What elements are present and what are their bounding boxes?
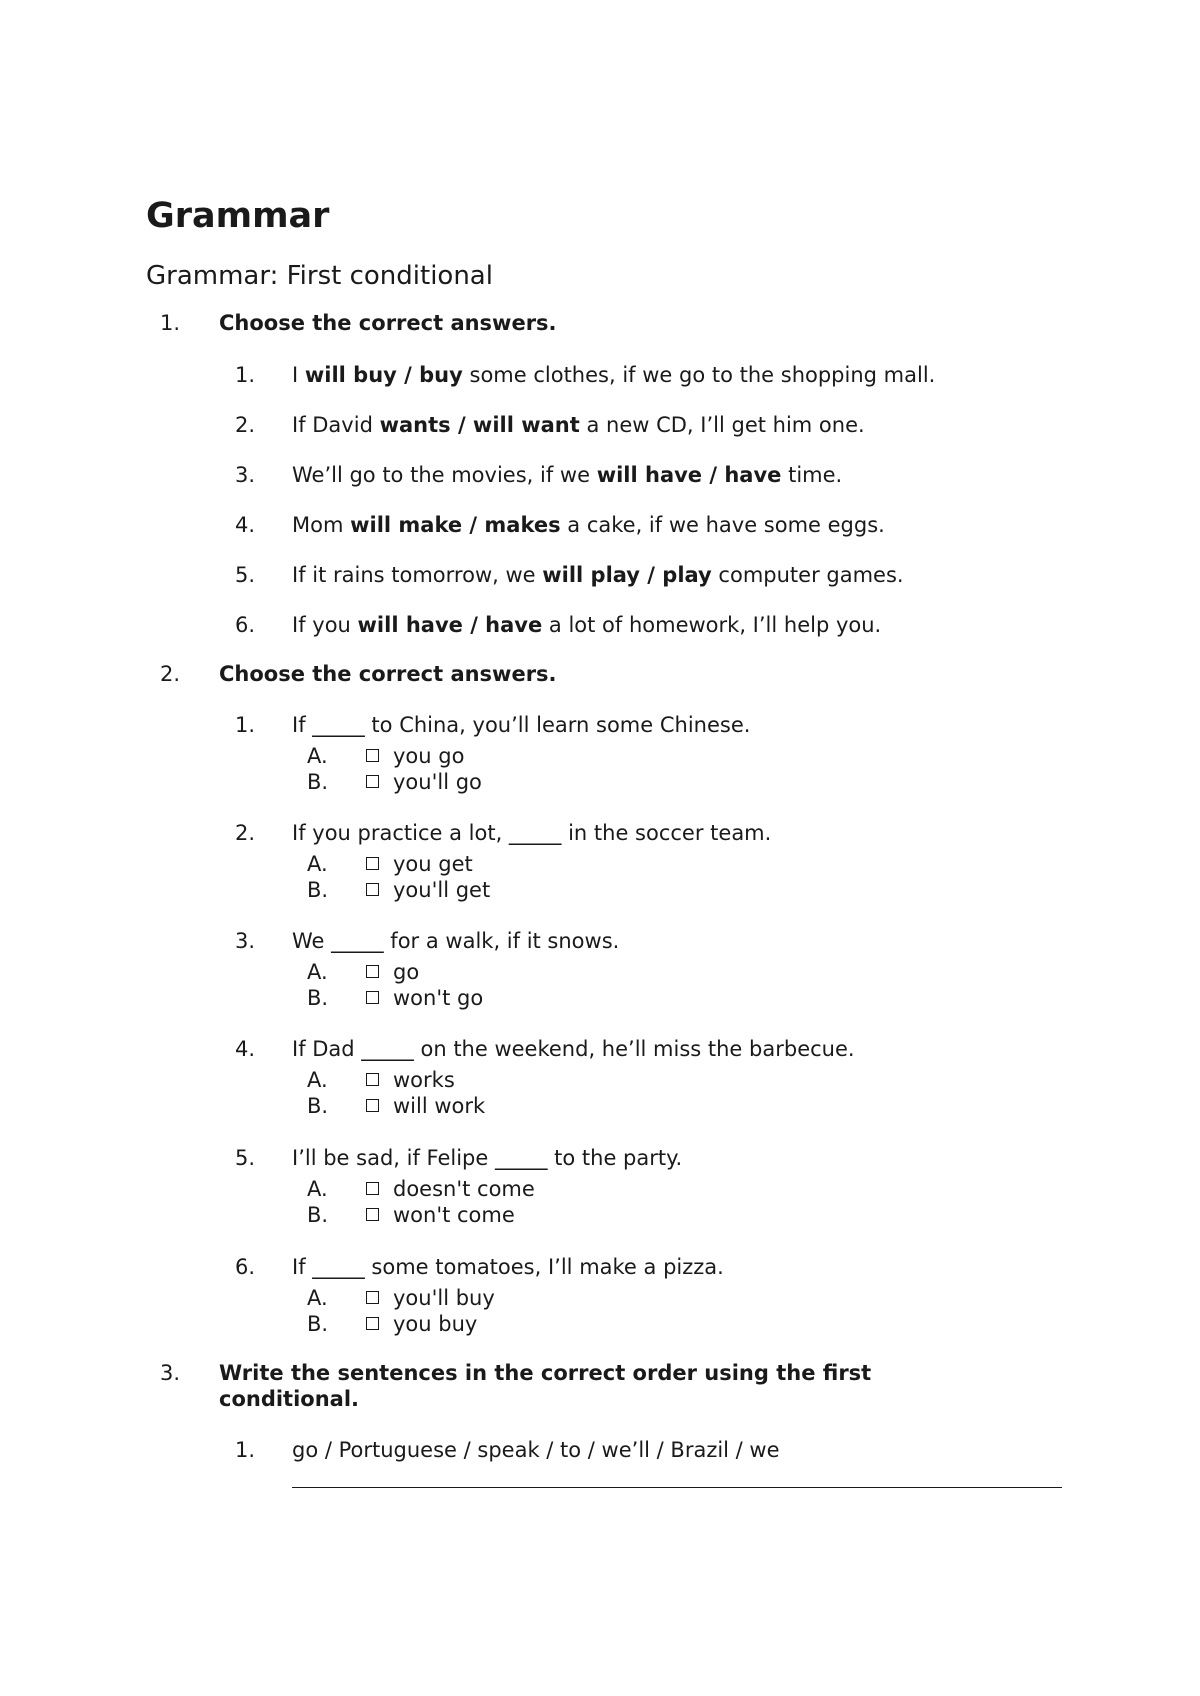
question-text-post: a new CD, I’ll get him one. <box>579 413 865 437</box>
question-item <box>0 820 1200 900</box>
question-number: 3. <box>235 929 256 953</box>
checkbox[interactable] <box>366 965 379 978</box>
question-text: If _____ some tomatoes, I’ll make a pizza. <box>292 1255 724 1279</box>
checkbox[interactable] <box>366 991 379 1004</box>
option-b[interactable] <box>0 1311 1200 1337</box>
question-text <box>292 362 935 388</box>
question-text-pre: If David <box>292 413 380 437</box>
question-item <box>0 412 1200 438</box>
exercise-3-heading <box>0 1360 1200 1412</box>
question-number: 1. <box>235 1438 256 1462</box>
question-number: 2. <box>235 821 256 845</box>
question-item <box>0 562 1200 588</box>
exercise-number: 3. <box>160 1361 181 1385</box>
option-text: works <box>393 1068 455 1092</box>
option-text: won't go <box>393 986 484 1010</box>
question-line <box>0 1254 1200 1280</box>
question-item <box>0 462 1200 488</box>
option-a[interactable] <box>0 1285 1200 1311</box>
question-text-post: a cake, if we have some eggs. <box>560 513 885 537</box>
option-a[interactable] <box>0 959 1200 985</box>
option-letter: B. <box>307 1203 329 1227</box>
question-number: 3. <box>235 463 256 487</box>
checkbox[interactable] <box>366 1099 379 1112</box>
page-title: Grammar <box>146 196 330 236</box>
question-line <box>0 1036 1200 1062</box>
question-line <box>0 928 1200 954</box>
answer-choices[interactable]: will play / play <box>542 563 712 587</box>
checkbox[interactable] <box>366 749 379 762</box>
option-text: you get <box>393 852 473 876</box>
option-letter: A. <box>307 744 328 768</box>
option-text: you'll buy <box>393 1286 495 1310</box>
question-number: 6. <box>235 1255 256 1279</box>
option-b[interactable] <box>0 877 1200 903</box>
checkbox[interactable] <box>366 1317 379 1330</box>
question-number: 5. <box>235 563 256 587</box>
question-number: 4. <box>235 1037 256 1061</box>
checkbox[interactable] <box>366 857 379 870</box>
question-item <box>0 512 1200 538</box>
question-text-pre: If it rains tomorrow, we <box>292 563 543 587</box>
question-text-post: time. <box>781 463 843 487</box>
option-letter: B. <box>307 986 329 1010</box>
option-letter: A. <box>307 1177 328 1201</box>
option-a[interactable] <box>0 1067 1200 1093</box>
question-text-pre: Mom <box>292 513 351 537</box>
question-line <box>0 1145 1200 1171</box>
option-b[interactable] <box>0 1093 1200 1119</box>
option-b[interactable] <box>0 1202 1200 1228</box>
question-number: 6. <box>235 613 256 637</box>
question-item <box>0 1145 1200 1225</box>
exercise-3 <box>0 1360 1200 1510</box>
option-letter: A. <box>307 852 328 876</box>
question-text-post: computer games. <box>711 563 904 587</box>
option-text: you'll go <box>393 770 482 794</box>
exercise-instruction: Write the sentences in the correct order using the first conditional. <box>219 1361 872 1411</box>
answer-choices[interactable]: will make / makes <box>350 513 561 537</box>
question-text-pre: We’ll go to the movies, if we <box>292 463 597 487</box>
question-text: I’ll be sad, if Felipe _____ to the party. <box>292 1146 683 1170</box>
question-text <box>292 462 842 488</box>
question-item <box>0 362 1200 388</box>
option-text: you buy <box>393 1312 478 1336</box>
question-line <box>0 712 1200 738</box>
question-number: 1. <box>235 363 256 387</box>
page-subtitle: Grammar: First conditional <box>146 261 493 291</box>
option-text: won't come <box>393 1203 515 1227</box>
option-b[interactable] <box>0 985 1200 1011</box>
question-item <box>0 928 1200 1008</box>
exercise-instruction: Choose the correct answers. <box>219 662 557 686</box>
option-text: will work <box>393 1094 486 1118</box>
question-line <box>0 820 1200 846</box>
answer-choices[interactable]: wants / will want <box>379 413 580 437</box>
question-item <box>0 1036 1200 1116</box>
exercise-instruction: Choose the correct answers. <box>219 311 557 335</box>
checkbox[interactable] <box>366 883 379 896</box>
checkbox[interactable] <box>366 1208 379 1221</box>
option-letter: B. <box>307 1094 329 1118</box>
question-text <box>292 412 865 438</box>
answer-line[interactable] <box>292 1487 1062 1488</box>
answer-choices[interactable]: will buy / buy <box>304 363 463 387</box>
question-text: go / Portuguese / speak / to / we’ll / Brazil / we <box>292 1438 780 1462</box>
question-number: 4. <box>235 513 256 537</box>
option-letter: A. <box>307 1286 328 1310</box>
question-text <box>292 512 885 538</box>
question-text-post: some clothes, if we go to the shopping mall. <box>462 363 936 387</box>
question-text-post: a lot of homework, I’ll help you. <box>542 613 882 637</box>
question-text <box>292 562 904 588</box>
exercise-number: 2. <box>160 662 181 686</box>
option-letter: B. <box>307 770 329 794</box>
exercise-2 <box>0 661 1200 1341</box>
question-number: 2. <box>235 413 256 437</box>
option-letter: B. <box>307 1312 329 1336</box>
option-letter: B. <box>307 878 329 902</box>
option-a[interactable] <box>0 743 1200 769</box>
exercise-2-heading <box>0 661 1200 687</box>
option-b[interactable] <box>0 769 1200 795</box>
question-item <box>0 1254 1200 1334</box>
option-a[interactable] <box>0 1176 1200 1202</box>
question-number: 1. <box>235 713 256 737</box>
exercise-1-heading <box>0 310 1200 336</box>
question-text: We _____ for a walk, if it snows. <box>292 929 620 953</box>
option-a[interactable] <box>0 851 1200 877</box>
checkbox[interactable] <box>366 1073 379 1086</box>
exercise-1 <box>0 310 1200 637</box>
option-letter: A. <box>307 960 328 984</box>
checkbox[interactable] <box>366 1291 379 1304</box>
question-item <box>0 612 1200 638</box>
question-text <box>292 612 881 638</box>
exercises <box>0 310 1200 1462</box>
question-text: If you practice a lot, _____ in the soccer team. <box>292 821 772 845</box>
question-text-pre: If you <box>292 613 358 637</box>
question-text: If Dad _____ on the weekend, he’ll miss the barbecue. <box>292 1037 855 1061</box>
checkbox[interactable] <box>366 775 379 788</box>
question-number: 5. <box>235 1146 256 1170</box>
option-text: you go <box>393 744 465 768</box>
option-letter: A. <box>307 1068 328 1092</box>
question-item <box>0 712 1200 792</box>
checkbox[interactable] <box>366 1182 379 1195</box>
exercise-number: 1. <box>160 311 181 335</box>
answer-choices[interactable]: will have / have <box>596 463 782 487</box>
option-text: you'll get <box>393 878 491 902</box>
answer-choices[interactable]: will have / have <box>357 613 543 637</box>
question-item <box>0 1437 1200 1463</box>
question-text-pre: I <box>292 363 305 387</box>
question-text: If _____ to China, you’ll learn some Chinese. <box>292 713 751 737</box>
option-text: doesn't come <box>393 1177 535 1201</box>
option-text: go <box>393 960 420 984</box>
